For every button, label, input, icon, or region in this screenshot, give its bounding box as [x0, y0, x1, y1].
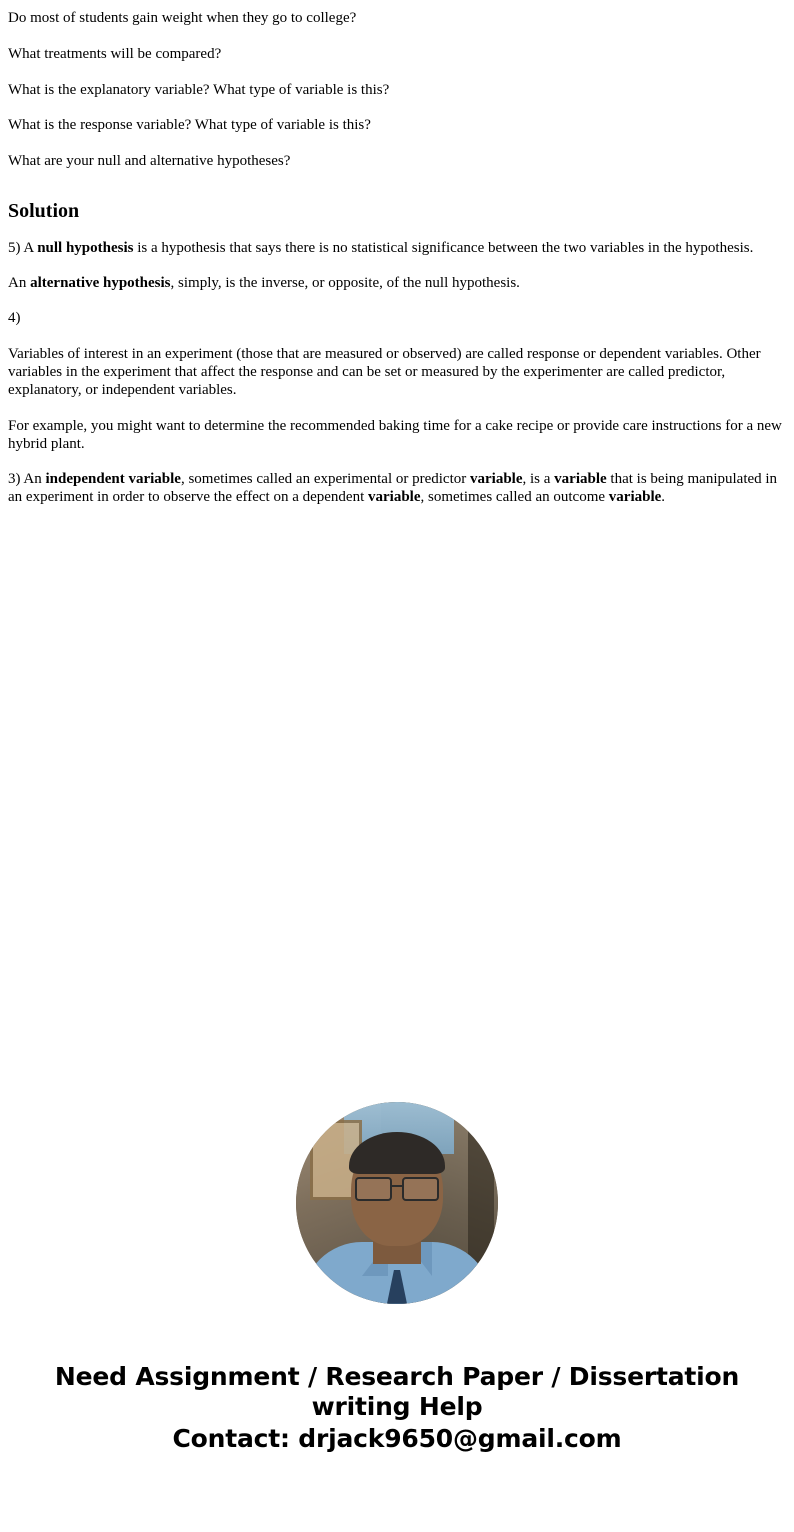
example-paragraph: For example, you might want to determine the recommended baking time for a cake recipe or provide care instructions for a new hybrid plant. [8, 417, 782, 452]
footer-contact-block [0, 1362, 794, 1472]
independent-variable-end: . [661, 489, 666, 506]
footer-line-2: writing Help [311, 1391, 483, 1421]
null-hypothesis-rest: is a hypothesis that says there is no statistical significance between the two variables in the hypothesis. [133, 239, 754, 256]
avatar [296, 1102, 498, 1304]
variables-paragraph: Variables of interest in an experiment (those that are measured or observed) are called response or dependent variables. Other variables in the experiment that affect the response and can be set or measured by the experimenter are called predictor, explanatory, or independent variables. [8, 345, 761, 399]
variable-term-4: variable [368, 489, 421, 506]
question-item: What is the response variable? What type of variable is this? [8, 117, 371, 134]
alternative-hypothesis-rest: , simply, is the inverse, or opposite, of the null hypothesis. [170, 275, 520, 292]
alternative-hypothesis-term: alternative hypothesis [30, 275, 171, 292]
solution-heading: Solution [8, 199, 80, 222]
independent-variable-paragraph [8, 470, 786, 507]
independent-variable-mid2: , is a [522, 471, 555, 488]
lens-right [402, 1177, 439, 1201]
independent-variable-term: independent variable [45, 471, 181, 488]
item-4-label: 4) [8, 310, 21, 327]
independent-variable-prefix: 3) An [8, 471, 46, 488]
question-item: What treatments will be compared? [8, 45, 222, 62]
portrait-figure [0, 1102, 794, 1304]
null-hypothesis-prefix: 5) A [8, 239, 38, 256]
null-hypothesis-paragraph [8, 239, 786, 257]
variable-term-2: variable [470, 471, 523, 488]
document-content [0, 9, 794, 507]
alternative-hypothesis-prefix: An [8, 275, 31, 292]
null-hypothesis-term: null hypothesis [37, 239, 134, 256]
independent-variable-mid3: that is being manipulated in an experiment in order to observe the effect on a dependent [8, 471, 778, 506]
variable-term-5: variable [608, 489, 662, 506]
question-item: Do most of students gain weight when they go to college? [8, 10, 357, 26]
document-page [0, 9, 794, 1472]
independent-variable-mid1: , sometimes called an experimental or predictor [180, 471, 470, 488]
footer-contact-line: Contact: drjack9650@gmail.com [172, 1423, 622, 1453]
variable-term-3: variable [554, 471, 607, 488]
question-item: What are your null and alternative hypotheses? [8, 153, 291, 169]
lens-left [355, 1177, 392, 1201]
glasses-icon [353, 1177, 441, 1197]
independent-variable-mid4: , sometimes called an outcome [420, 489, 609, 506]
question-item: What is the explanatory variable? What type of variable is this? [8, 81, 390, 98]
alternative-hypothesis-paragraph [8, 274, 786, 292]
footer-line-1: Need Assignment / Research Paper / Dissertation [54, 1361, 740, 1391]
